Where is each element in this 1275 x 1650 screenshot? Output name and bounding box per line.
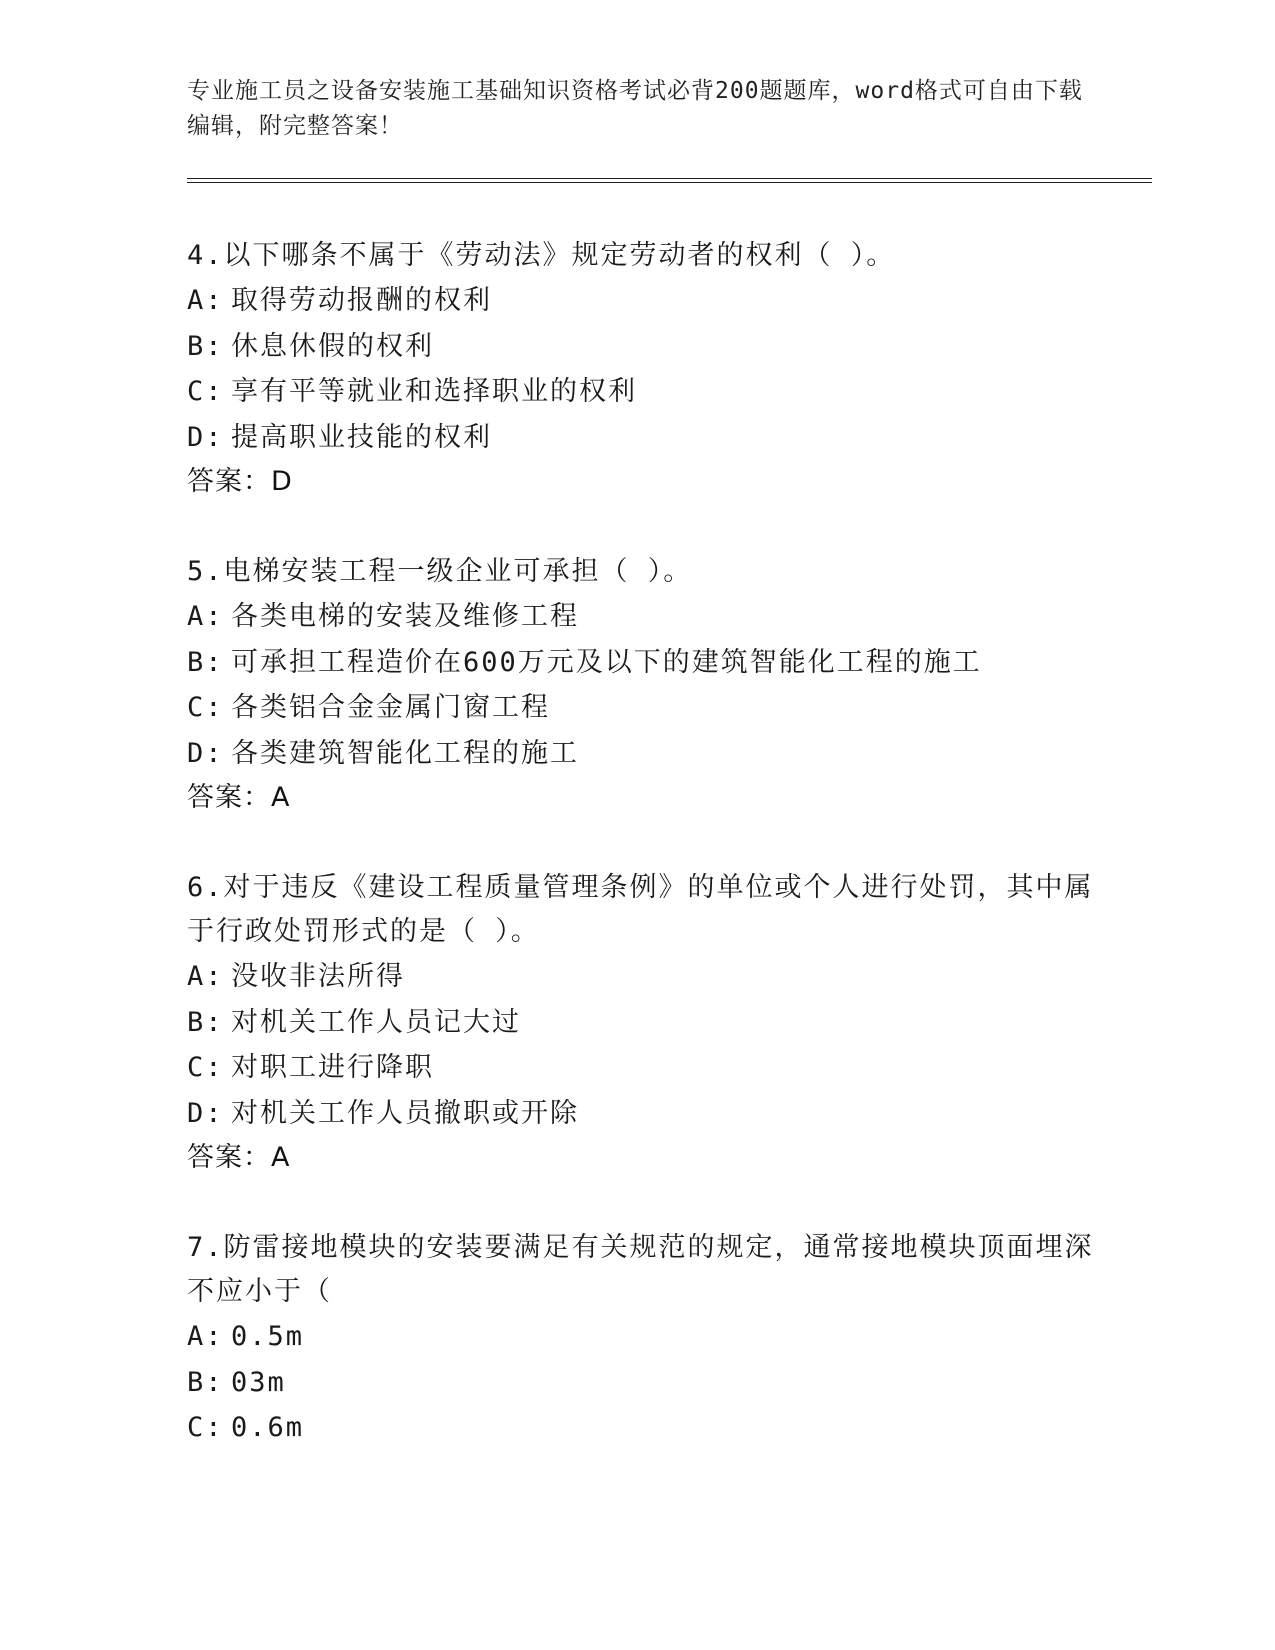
question-list (187, 234, 1117, 1497)
option-b (187, 1360, 1117, 1406)
option-text: 对职工进行降职 (231, 1052, 434, 1083)
document-header: 专业施工员之设备安装施工基础知识资格考试必背200题题库，word格式可自由下载编辑，附完整答案！ (187, 78, 1083, 139)
option-a (187, 278, 1117, 324)
option-text: 享有平等就业和选择职业的权利 (231, 376, 637, 407)
option-label: D: (187, 421, 224, 453)
option-d (187, 1091, 1117, 1137)
option-b (187, 1000, 1117, 1046)
option-label: B: (187, 1006, 224, 1038)
option-text: 0.6m (231, 1412, 305, 1443)
option-text: 0.5m (231, 1321, 305, 1352)
option-text: 没收非法所得 (231, 961, 405, 992)
option-label: C: (187, 1052, 224, 1083)
answer-line: 答案：A (187, 782, 291, 813)
option-text: 可承担工程造价在600万元及以下的建筑智能化工程的施工 (231, 646, 982, 678)
answer-line: 答案：D (187, 466, 293, 497)
question-stem: 7.防雷接地模块的安装要满足有关规范的规定，通常接地模块顶面埋深不应小于（ (187, 1232, 1094, 1307)
option-label: C: (187, 376, 224, 407)
option-a (187, 594, 1117, 640)
question-stem: 5.电梯安装工程一级企业可承担（ ）。 (187, 556, 693, 587)
option-label: C: (187, 1412, 224, 1443)
question-4 (187, 234, 1117, 504)
option-label: A: (187, 601, 224, 632)
option-label: A: (187, 285, 224, 316)
option-label: A: (187, 961, 224, 992)
option-c (187, 369, 1117, 415)
answer-line: 答案：A (187, 1142, 291, 1173)
option-b (187, 324, 1117, 370)
option-label: D: (187, 737, 224, 769)
option-b (187, 640, 1117, 686)
option-c (187, 685, 1117, 731)
header-divider-top (187, 178, 1152, 179)
option-text: 提高职业技能的权利 (231, 421, 492, 453)
option-d (187, 731, 1117, 777)
option-c (187, 1045, 1117, 1091)
option-d (187, 415, 1117, 461)
question-stem: 6.对于违反《建设工程质量管理条例》的单位或个人进行处罚，其中属于行政处罚形式的是（ ）。 (187, 872, 1094, 947)
option-text: 休息休假的权利 (231, 330, 434, 362)
option-c (187, 1405, 1117, 1451)
option-text: 对机关工作人员记大过 (231, 1006, 521, 1038)
option-text: 各类建筑智能化工程的施工 (231, 737, 579, 769)
option-label: C: (187, 692, 224, 723)
question-7 (187, 1226, 1117, 1451)
option-label: D: (187, 1097, 224, 1129)
question-6 (187, 866, 1117, 1180)
question-5 (187, 550, 1117, 820)
option-text: 对机关工作人员撤职或开除 (231, 1097, 579, 1129)
option-text: 各类铝合金金属门窗工程 (231, 692, 550, 723)
question-stem: 4.以下哪条不属于《劳动法》规定劳动者的权利（ ）。 (187, 240, 896, 271)
option-text: 03m (231, 1366, 286, 1398)
header-divider-bottom (187, 182, 1152, 183)
option-label: A: (187, 1321, 224, 1352)
option-label: B: (187, 1366, 224, 1398)
option-a (187, 1314, 1117, 1360)
option-text: 取得劳动报酬的权利 (231, 285, 492, 316)
option-a (187, 954, 1117, 1000)
option-label: B: (187, 646, 224, 678)
option-label: B: (187, 330, 224, 362)
option-text: 各类电梯的安装及维修工程 (231, 601, 579, 632)
